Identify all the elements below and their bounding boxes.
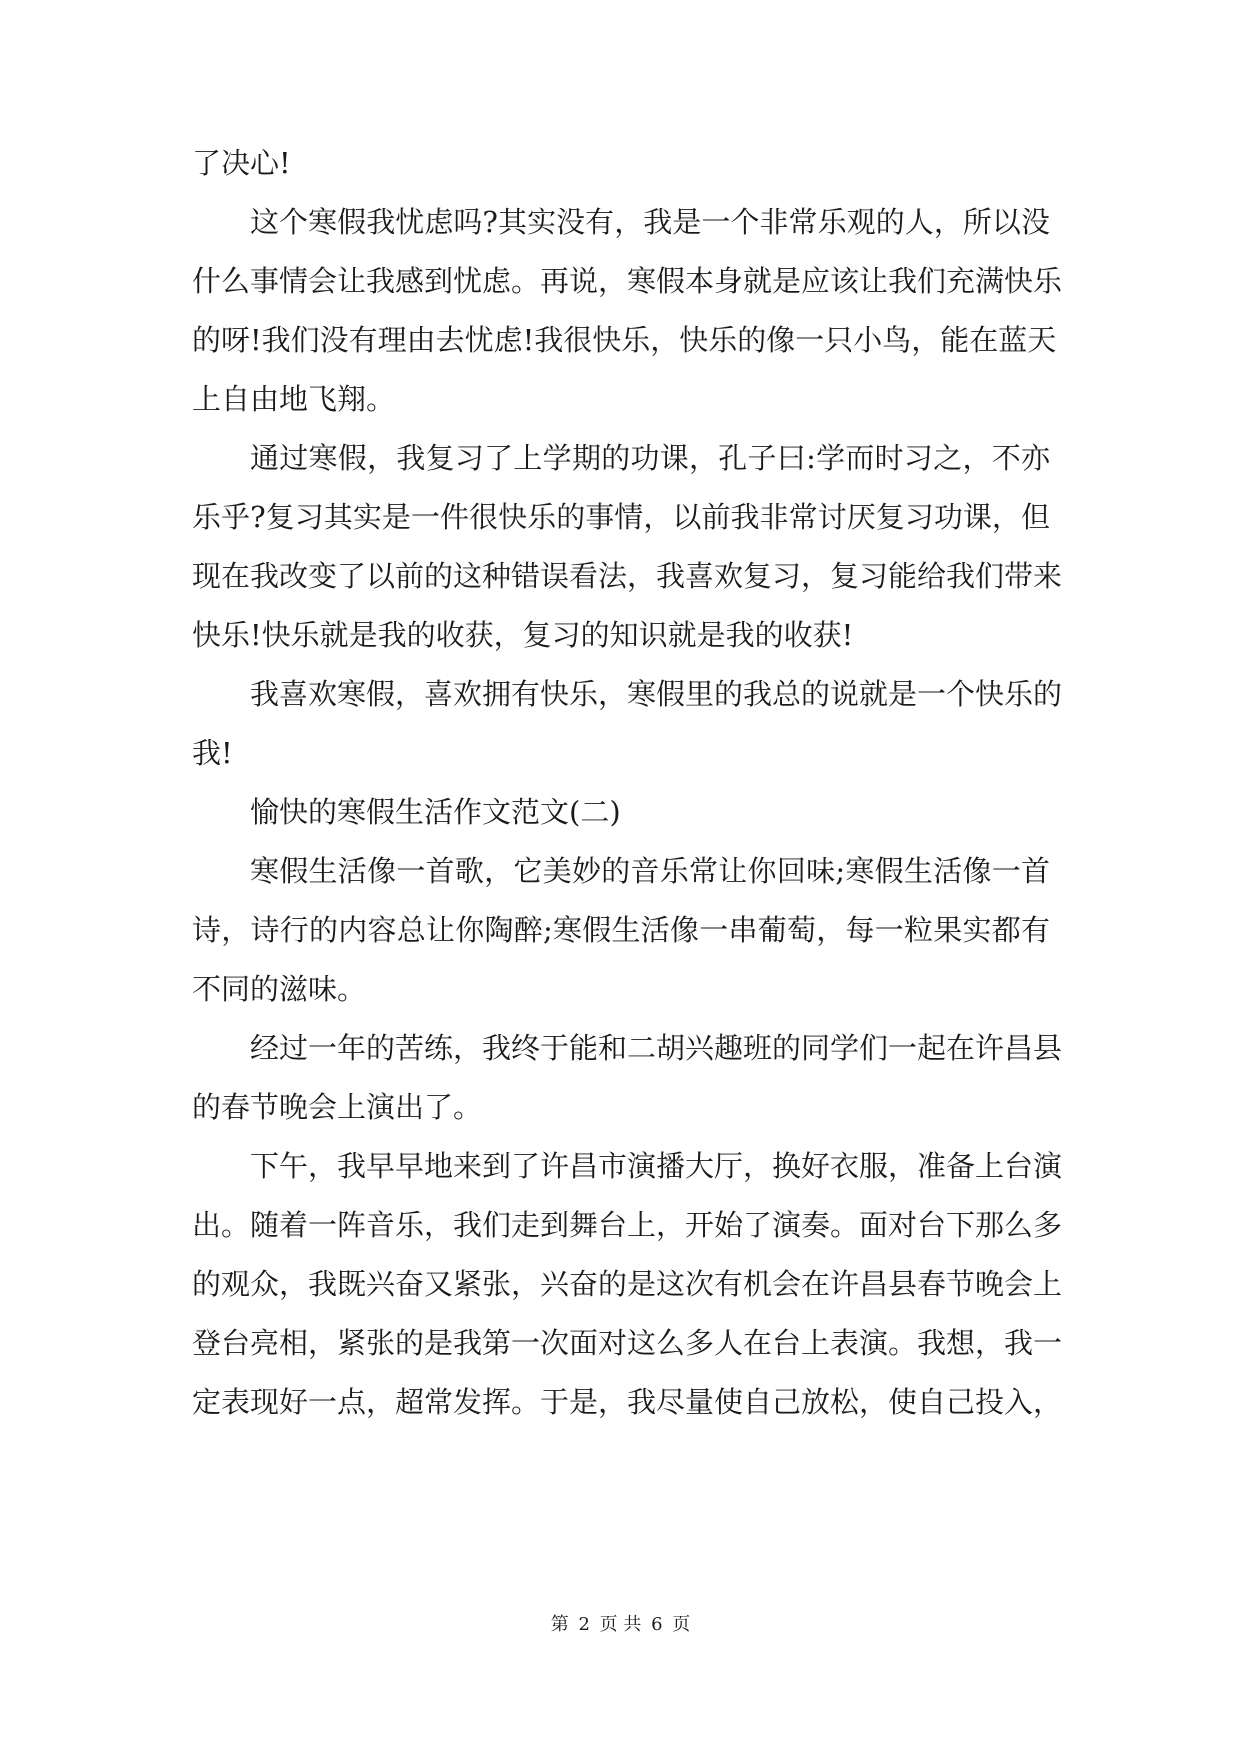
text-line: 定表现好一点，超常发挥。于是，我尽量使自己放松，使自己投入， bbox=[192, 1385, 1063, 1419]
text-line: 乐乎?复习其实是一件很快乐的事情，以前我非常讨厌复习功课，但 bbox=[192, 500, 1050, 534]
text-line: 的春节晚会上演出了。 bbox=[192, 1090, 483, 1124]
text-line: 这个寒假我忧虑吗?其实没有，我是一个非常乐观的人，所以没 bbox=[250, 205, 1050, 239]
text-line: 的呀!我们没有理由去忧虑!我很快乐，快乐的像一只小鸟，能在蓝天 bbox=[192, 323, 1057, 357]
text-line: 我喜欢寒假，喜欢拥有快乐，寒假里的我总的说就是一个快乐的 bbox=[250, 677, 1063, 711]
text-line: 我! bbox=[192, 736, 233, 770]
footer-suffix: 页 bbox=[672, 1614, 691, 1635]
footer-prefix: 第 bbox=[550, 1614, 569, 1635]
text-line: 现在我改变了以前的这种错误看法，我喜欢复习，复习能给我们带来 bbox=[192, 559, 1063, 593]
text-line: 诗，诗行的内容总让你陶醉;寒假生活像一串葡萄，每一粒果实都有 bbox=[192, 913, 1050, 947]
text-line: 不同的滋味。 bbox=[192, 972, 367, 1006]
text-line: 通过寒假，我复习了上学期的功课，孔子曰:学而时习之，不亦 bbox=[250, 441, 1050, 475]
text-line: 经过一年的苦练，我终于能和二胡兴趣班的同学们一起在许昌县 bbox=[250, 1031, 1063, 1065]
page-footer bbox=[0, 1612, 1241, 1638]
text-line: 登台亮相，紧张的是我第一次面对这么多人在台上表演。我想，我一 bbox=[192, 1326, 1063, 1360]
text-line: 下午，我早早地来到了许昌市演播大厅，换好衣服，准备上台演 bbox=[250, 1149, 1063, 1183]
text-line: 快乐!快乐就是我的收获，复习的知识就是我的收获! bbox=[192, 618, 854, 652]
text-line: 上自由地飞翔。 bbox=[192, 382, 396, 416]
text-line: 什么事情会让我感到忧虑。再说，寒假本身就是应该让我们充满快乐 bbox=[192, 264, 1063, 298]
text-line: 寒假生活像一首歌，它美妙的音乐常让你回味;寒假生活像一首 bbox=[250, 854, 1050, 888]
section-heading: 愉快的寒假生活作文范文(二) bbox=[250, 795, 621, 829]
text-line: 出。随着一阵音乐，我们走到舞台上，开始了演奏。面对台下那么多 bbox=[192, 1208, 1063, 1242]
footer-middle: 页 共 bbox=[599, 1614, 642, 1635]
text-line: 的观众，我既兴奋又紧张，兴奋的是这次有机会在许昌县春节晚会上 bbox=[192, 1267, 1063, 1301]
current-page-number: 2 bbox=[578, 1614, 590, 1635]
text-line: 了决心! bbox=[192, 146, 291, 180]
total-pages-number: 6 bbox=[651, 1614, 663, 1635]
